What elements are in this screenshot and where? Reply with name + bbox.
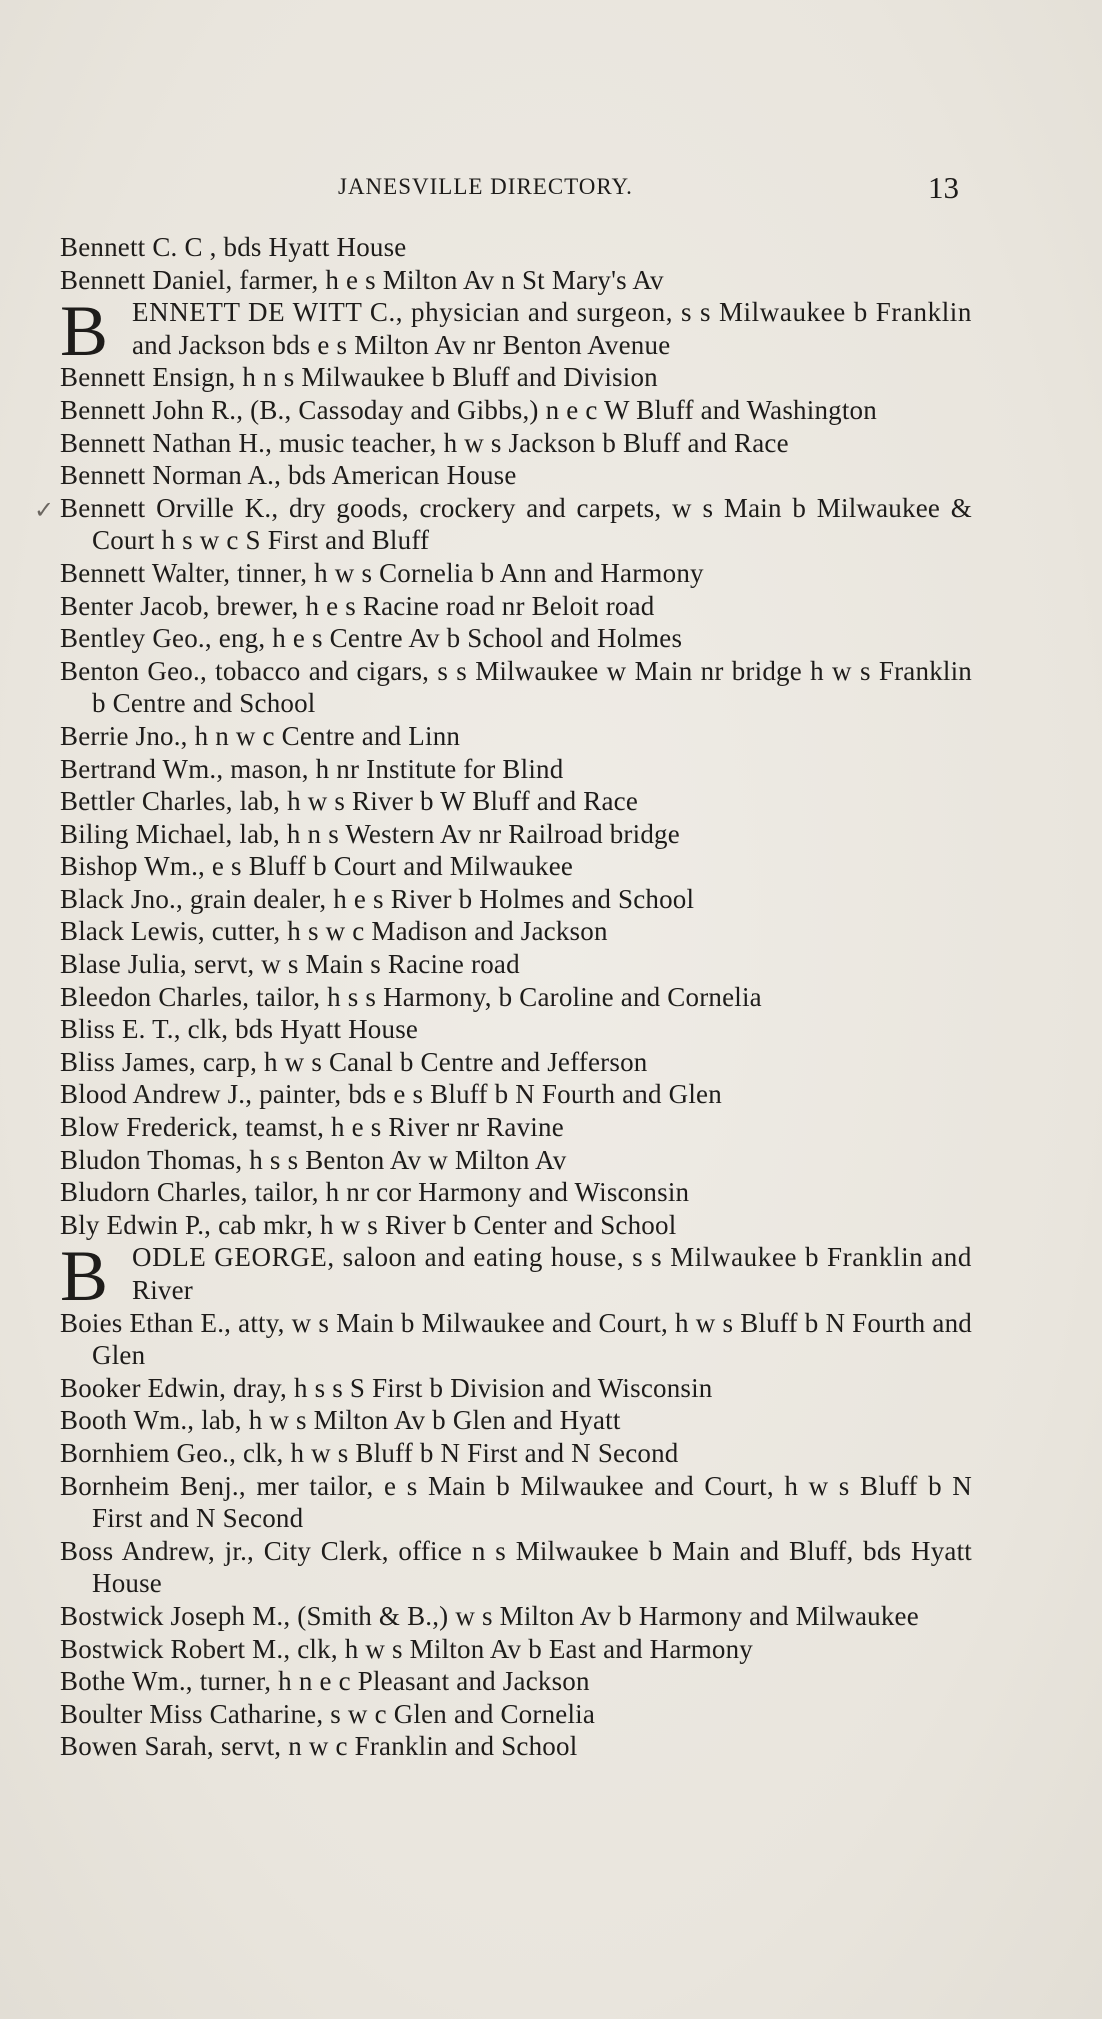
directory-entry: Bliss James, carp, h w s Canal b Centre and Jefferson [60, 1046, 648, 1077]
directory-entry: Bly Edwin P., cab mkr, h w s River b Center and School [60, 1209, 677, 1240]
directory-entry: Bennett John R., (B., Cassoday and Gibbs,) n e c W Bluff and Washington [60, 394, 877, 425]
directory-entry: Bennett Norman A., bds American House [60, 460, 517, 491]
directory-entry: Berrie Jno., h n w c Centre and Linn [60, 720, 461, 751]
directory-entry-featured [60, 291, 972, 372]
directory-entry: Biling Michael, lab, h n s Western Av nr Railroad bridge [60, 818, 680, 849]
directory-entry: Bennett Daniel, farmer, h e s Milton Av n St Mary's Av [60, 264, 664, 295]
directory-entry: Bornhiem Geo., clk, h w s Bluff b N First and N Second [60, 1437, 679, 1468]
directory-entry: Boss Andrew, jr., City Clerk, office n s Milwaukee b Main and Bluff, bds Hyatt House [60, 1535, 972, 1599]
directory-entry: Bornheim Benj., mer tailor, e s Main b Milwaukee and Court, h w s Bluff b N First and N Second [60, 1470, 972, 1534]
running-title: JANESVILLE DIRECTORY. [338, 174, 633, 199]
directory-entry: Bentley Geo., eng, h e s Centre Av b School and Holmes [60, 623, 683, 654]
featured-name: ODLE GEORGE, [132, 1242, 335, 1273]
directory-entry: Blood Andrew J., painter, bds e s Bluff b N Fourth and Glen [60, 1079, 722, 1110]
featured-name: ENNETT DE WITT C., [132, 297, 404, 328]
directory-entry: Bennett Orville K., dry goods, crockery and carpets, w s Main b Milwaukee & Court h s w c S First and Bluff [60, 492, 972, 556]
page-header [0, 170, 1102, 210]
featured-details: physician and surgeon, s s Milwaukee b Franklin and Jackson bds e s Milton Av nr Benton Avenue [132, 297, 972, 360]
directory-entry: Bennett C. C , bds Hyatt House [60, 232, 407, 262]
directory-entry: Boies Ethan E., atty, w s Main b Milwaukee and Court, h w s Bluff b N Fourth and Glen [60, 1307, 972, 1371]
directory-entry: Bertrand Wm., mason, h nr Institute for Blind [60, 753, 564, 784]
directory-entry: Booth Wm., lab, h w s Milton Av b Glen and Hyatt [60, 1405, 621, 1436]
directory-entry: Bettler Charles, lab, h w s River b W Bluff and Race [60, 786, 639, 817]
directory-entry: Bowen Sarah, servt, n w c Franklin and School [60, 1731, 578, 1762]
directory-entry: Boulter Miss Catharine, s w c Glen and Cornelia [60, 1698, 596, 1729]
directory-entry: Benton Geo., tobacco and cigars, s s Milwaukee w Main nr bridge h w s Franklin b Centre and School [60, 655, 972, 719]
directory-entry: Bennett Walter, tinner, h w s Cornelia b Ann and Harmony [60, 557, 704, 588]
directory-entry: Black Jno., grain dealer, h e s River b Holmes and School [60, 883, 695, 914]
directory-entry: Blow Frederick, teamst, h e s River nr Ravine [60, 1112, 564, 1143]
directory-entry: Bennett Ensign, h n s Milwaukee b Bluff and Division [60, 362, 658, 393]
directory-entry: Bishop Wm., e s Bluff b Court and Milwaukee [60, 851, 574, 882]
directory-entry: Black Lewis, cutter, h s w c Madison and Jackson [60, 916, 608, 947]
directory-entry: Bludon Thomas, h s s Benton Av w Milton Av [60, 1144, 567, 1175]
directory-entry: Bliss E. T., clk, bds Hyatt House [60, 1014, 419, 1045]
directory-entry: Bostwick Joseph M., (Smith & B.,) w s Milton Av b Harmony and Milwaukee [60, 1600, 919, 1631]
directory-entry: Bothe Wm., turner, h n e c Pleasant and Jackson [60, 1666, 590, 1697]
page-number: 13 [928, 170, 959, 205]
directory-entry-featured [60, 1236, 972, 1317]
directory-entry: Benter Jacob, brewer, h e s Racine road nr Beloit road [60, 590, 655, 621]
directory-entry: Booker Edwin, dray, h s s S First b Division and Wisconsin [60, 1372, 713, 1403]
directory-entry: Bostwick Robert M., clk, h w s Milton Av b East and Harmony [60, 1633, 753, 1664]
directory-entry: Bennett Nathan H., music teacher, h w s Jackson b Bluff and Race [60, 427, 789, 458]
drop-cap: B [60, 291, 109, 372]
margin-check-mark: ✓ [34, 498, 55, 524]
directory-entry: Bludorn Charles, tailor, h nr cor Harmony and Wisconsin [60, 1177, 690, 1208]
directory-entry: Bleedon Charles, tailor, h s s Harmony, b Caroline and Cornelia [60, 981, 762, 1012]
featured-details: saloon and eating house, s s Milwaukee b Franklin and River [132, 1242, 972, 1305]
directory-entries [60, 231, 972, 1763]
drop-cap: B [60, 1236, 109, 1317]
directory-entry: Blase Julia, servt, w s Main s Racine road [60, 949, 520, 980]
